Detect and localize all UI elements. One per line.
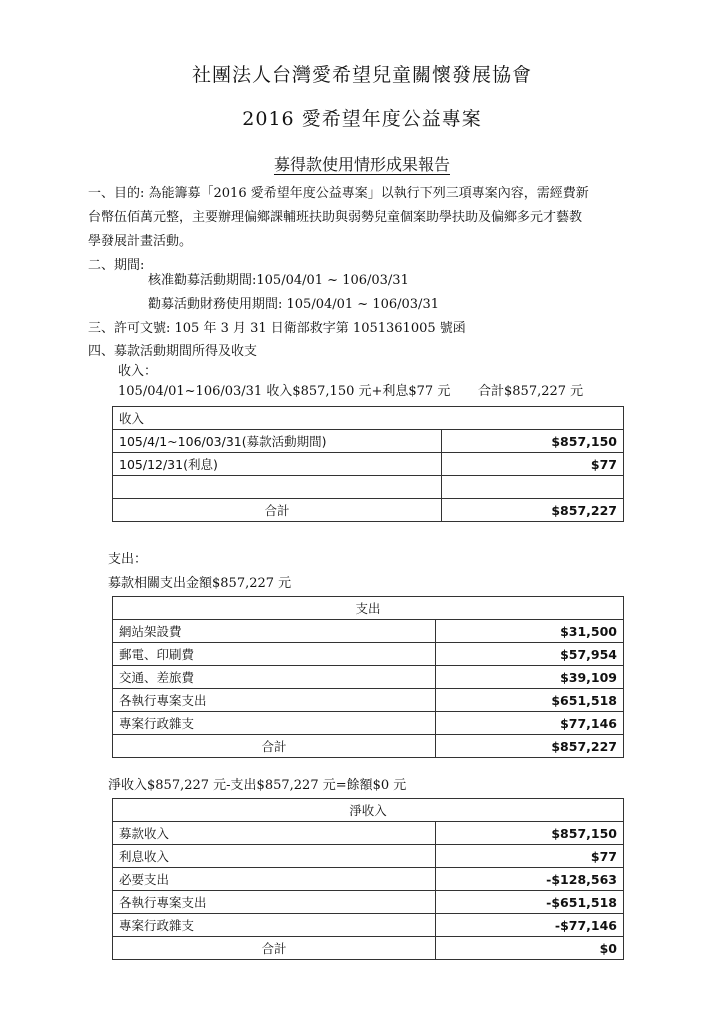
income-row-amount: $857,150	[442, 430, 624, 453]
net-row-amount: -$128,563	[436, 868, 624, 891]
table-row	[113, 643, 624, 666]
net-row-label: 各執行專案支出	[113, 891, 436, 914]
expense-row-amount: $651,518	[436, 689, 624, 712]
income-row-amount: $77	[442, 453, 624, 476]
table-row	[113, 666, 624, 689]
expense-row-label: 各執行專案支出	[113, 689, 436, 712]
net-row-label: 必要支出	[113, 868, 436, 891]
purpose-line-3: 學發展計畫活動。	[88, 234, 193, 249]
table-row	[113, 891, 624, 914]
table-row	[113, 868, 624, 891]
net-total-label: 合計	[113, 937, 436, 960]
section-4-heading: 四、募款活動期間所得及收支	[88, 344, 258, 359]
net-row-amount: -$651,518	[436, 891, 624, 914]
income-table-header: 收入	[113, 407, 624, 430]
table-row	[113, 937, 624, 960]
expense-row-amount: $31,500	[436, 620, 624, 643]
expense-total-amount: $857,227	[436, 735, 624, 758]
purpose-line-2: 台幣伍佰萬元整，主要辦理偏鄉課輔班扶助與弱勢兒童個案助學扶助及偏鄉多元才藝教	[88, 210, 583, 225]
expense-row-label: 專案行政雜支	[113, 712, 436, 735]
income-row-label	[113, 476, 442, 499]
net-summary: 淨收入$857,227 元-支出$857,227 元=餘額$0 元	[108, 778, 407, 793]
table-row	[113, 845, 624, 868]
table-row	[113, 430, 624, 453]
income-total-amount: $857,227	[442, 499, 624, 522]
net-row-amount: $77	[436, 845, 624, 868]
expense-row-label: 交通、差旅費	[113, 666, 436, 689]
income-total-label: 合計	[113, 499, 442, 522]
table-row	[113, 735, 624, 758]
report-title-text: 募得款使用情形成果報告	[273, 155, 450, 174]
period-approved: 核准勸募活動期間:105/04/01 ~ 106/03/31	[148, 273, 409, 288]
expense-label: 支出：	[108, 552, 148, 567]
income-row-amount	[442, 476, 624, 499]
table-row	[113, 499, 624, 522]
organization-title: 社團法人台灣愛希望兒童關懷發展協會	[191, 64, 532, 86]
purpose-line-1: 一、目的: 為能籌募「2016 愛希望年度公益專案」以執行下列三項專案內容，需經費新	[88, 186, 589, 201]
table-row	[113, 476, 624, 499]
expense-table-header: 支出	[113, 597, 624, 620]
income-row-label: 105/12/31(利息)	[113, 453, 442, 476]
net-row-label: 募款收入	[113, 822, 436, 845]
expense-row-label: 郵電、印刷費	[113, 643, 436, 666]
net-row-label: 專案行政雜支	[113, 914, 436, 937]
table-row	[113, 689, 624, 712]
table-row	[113, 620, 624, 643]
table-row	[113, 914, 624, 937]
expense-row-amount: $39,109	[436, 666, 624, 689]
income-label: 收入：	[118, 364, 158, 379]
expense-table	[112, 596, 624, 758]
table-row	[113, 712, 624, 735]
report-title	[0, 152, 724, 175]
net-row-amount: -$77,146	[436, 914, 624, 937]
period-heading: 二、期間:	[88, 258, 145, 273]
expense-row-amount: $77,146	[436, 712, 624, 735]
net-table-header: 淨收入	[113, 799, 624, 822]
project-title: 2016 愛希望年度公益專案	[242, 108, 482, 130]
expense-total-label: 合計	[113, 735, 436, 758]
table-row	[113, 822, 624, 845]
expense-row-amount: $57,954	[436, 643, 624, 666]
period-financial: 勸募活動財務使用期間: 105/04/01 ~ 106/03/31	[148, 297, 439, 312]
income-row-label: 105/4/1~106/03/31(募款活動期間)	[113, 430, 442, 453]
net-row-amount: $857,150	[436, 822, 624, 845]
net-total-amount: $0	[436, 937, 624, 960]
net-table	[112, 798, 624, 960]
table-row	[113, 453, 624, 476]
net-row-label: 利息收入	[113, 845, 436, 868]
income-summary: 105/04/01~106/03/31 收入$857,150 元+利息$77 元	[118, 384, 451, 399]
permit-number: 三、許可文號: 105 年 3 月 31 日衛部救字第 1051361005 號函	[88, 321, 466, 336]
income-table	[112, 406, 624, 522]
expense-summary: 募款相關支出金額$857,227 元	[108, 576, 292, 591]
income-total-summary: 合計$857,227 元	[478, 384, 584, 399]
expense-row-label: 網站架設費	[113, 620, 436, 643]
